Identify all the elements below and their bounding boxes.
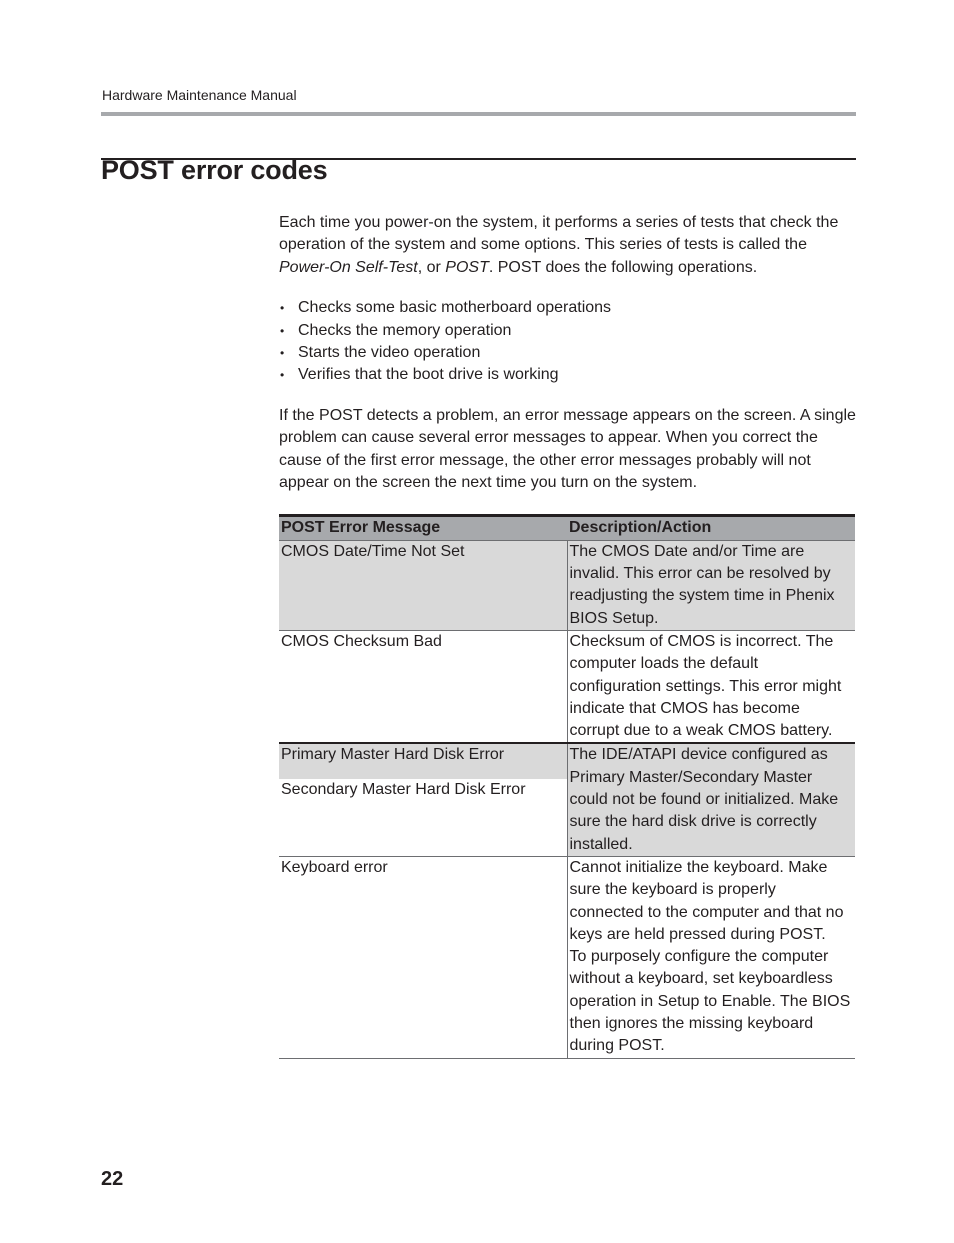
table-row xyxy=(279,630,855,743)
intro-text-after: . POST does the following operations. xyxy=(488,258,758,276)
description-cell: The IDE/ATAPI device configured as Primary Master/Secondary Master could not be found or initialized. Make sure the hard disk drive is correctly installed. xyxy=(567,743,855,856)
error-message-cell: CMOS Date/Time Not Set xyxy=(279,540,567,630)
description-cell: The CMOS Date and/or Time are invalid. This error can be resolved by readjusting the system time in Phenix BIOS Setup. xyxy=(567,540,855,630)
bullet-icon: • xyxy=(280,323,285,338)
error-message-cell: CMOS Checksum Bad xyxy=(279,630,567,743)
description-part-1: Cannot initialize the keyboard. Make sure the keyboard is properly connected to the computer and that no keys are held pressed during POST. xyxy=(569,858,844,943)
main-content xyxy=(279,212,857,1059)
post-error-table xyxy=(279,514,855,1058)
description-cell xyxy=(567,856,855,1058)
table-header-row xyxy=(279,516,855,540)
page-number: 22 xyxy=(101,1168,124,1190)
intro-text-before: Each time you power-on the system, it performs a series of tests that check the operation of the system and some options. This series of tests is called the xyxy=(279,214,839,254)
list-item-text: Checks the memory operation xyxy=(298,321,512,339)
table-row xyxy=(279,743,855,856)
error-message-primary: Primary Master Hard Disk Error xyxy=(279,744,567,779)
bullet-icon: • xyxy=(280,346,285,361)
error-message-cell xyxy=(279,743,567,856)
intro-text-middle: , or xyxy=(417,258,446,276)
list-item xyxy=(279,297,857,319)
description-cell: Checksum of CMOS is incorrect. The computer loads the default configuration settings. This error might indicate that CMOS has become corrupt due to a weak CMOS battery. xyxy=(567,630,855,743)
list-item xyxy=(279,364,857,386)
running-head: Hardware Maintenance Manual xyxy=(102,87,297,103)
description-part-2: To purposely configure the computer without a keyboard, set keyboardless operation in Setup to Enable. The BIOS then ignores the missing keyboard during POST. xyxy=(569,948,851,1055)
list-item-text: Starts the video operation xyxy=(298,344,481,362)
list-item-text: Checks some basic motherboard operations xyxy=(298,299,612,317)
table-row xyxy=(279,856,855,1058)
intro-paragraph xyxy=(279,212,857,279)
list-item-text: Verifies that the boot drive is working xyxy=(298,366,559,384)
error-message-cell: Keyboard error xyxy=(279,856,567,1058)
intro-italic-term: Power-On Self-Test xyxy=(279,258,418,276)
error-message-secondary: Secondary Master Hard Disk Error xyxy=(281,781,526,799)
bullet-icon: • xyxy=(280,368,285,383)
bullet-icon: • xyxy=(280,301,285,316)
intro-italic-acronym: POST xyxy=(445,258,489,276)
column-header-description: Description/Action xyxy=(567,516,855,540)
column-header-message: POST Error Message xyxy=(279,516,567,540)
header-rule xyxy=(101,112,856,116)
page-title: POST error codes xyxy=(101,155,328,185)
problem-paragraph: If the POST detects a problem, an error message appears on the screen. A single problem can cause several error messages to appear. When you correct the cause of the first error message, the other error messages probably will not appear on the screen the next time you turn on the system. xyxy=(279,406,856,492)
table-row xyxy=(279,540,855,630)
list-item xyxy=(279,320,857,342)
list-item xyxy=(279,342,857,364)
operations-list xyxy=(279,297,857,387)
